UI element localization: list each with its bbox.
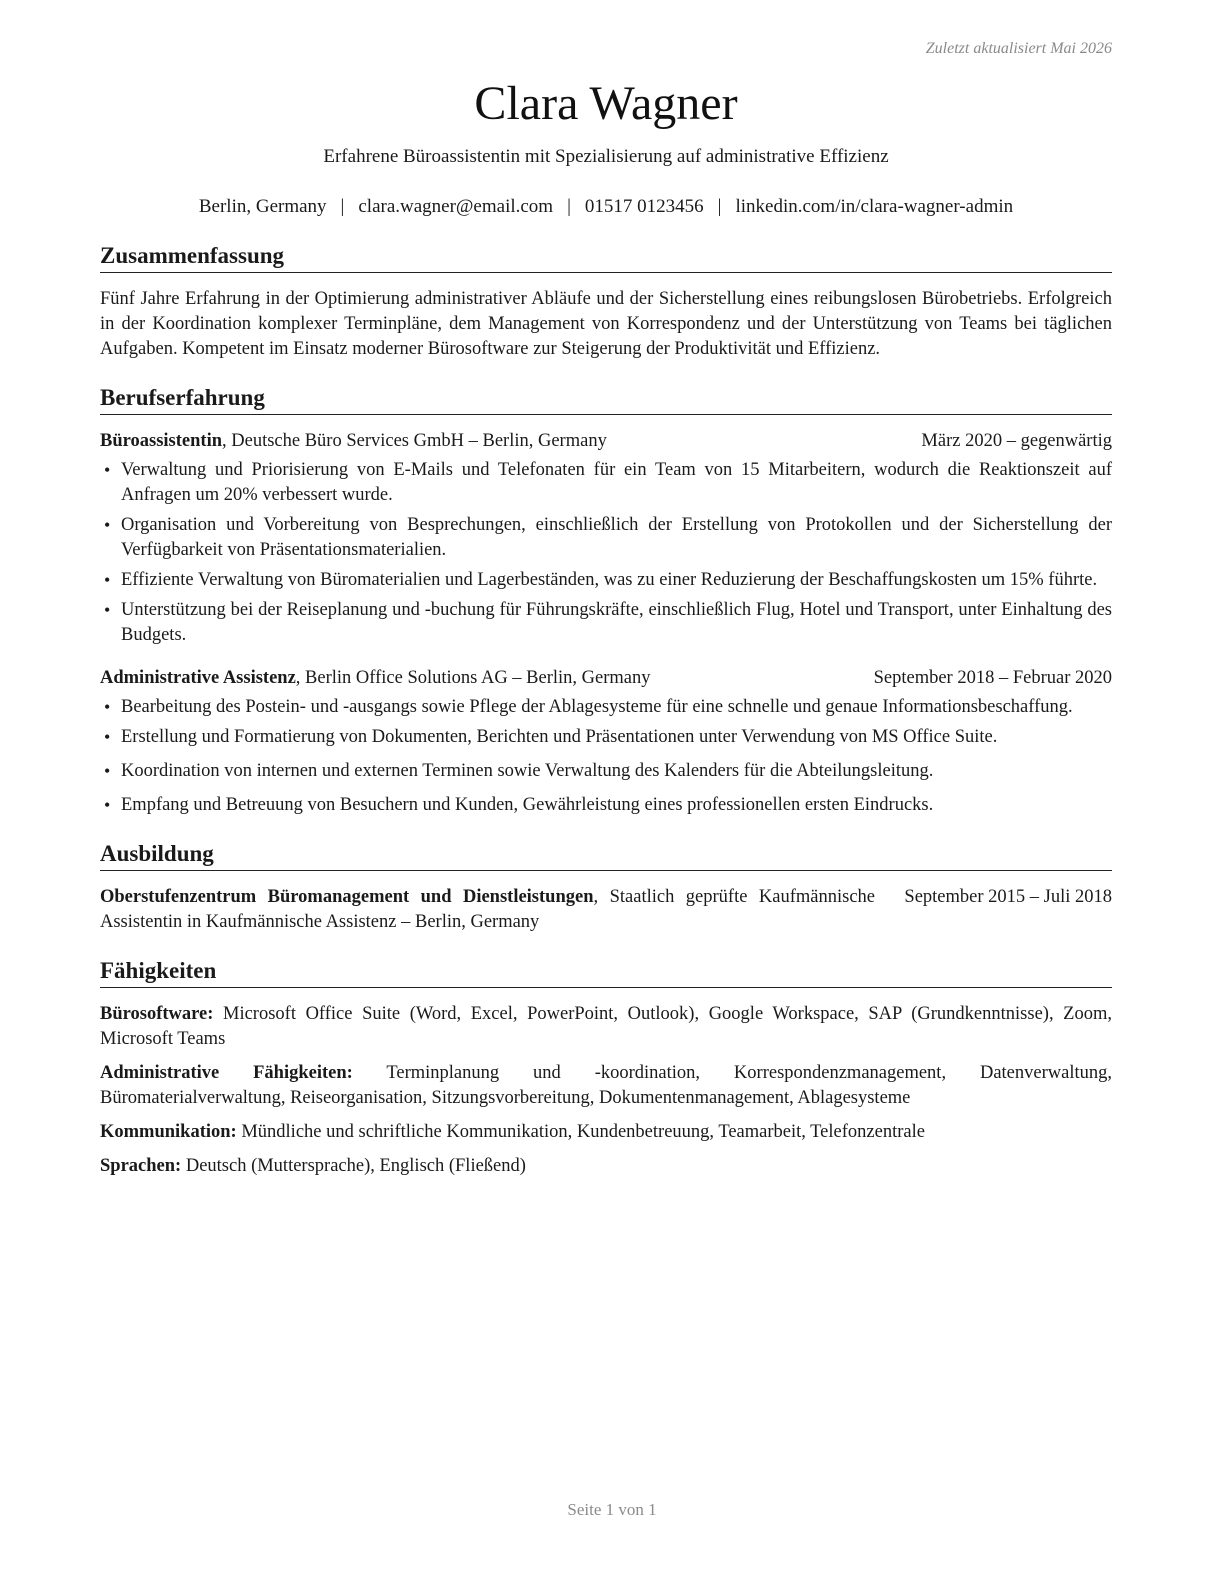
- bullet-icon: •: [104, 795, 111, 815]
- skill-text: Microsoft Office Suite (Word, Excel, PowerPoint, Outlook), Google Workspace, SAP (Grundkenntnisse), Zoom, Microsoft Teams: [100, 1004, 1112, 1049]
- tagline: Erfahrene Büroassistentin mit Spezialisierung auf administrative Effizienz: [323, 146, 889, 167]
- bullet-icon: •: [104, 727, 111, 747]
- job-title-line: [100, 429, 921, 454]
- bullet-text: Bearbeitung des Postein- und -ausgangs sowie Pflege der Ablagesysteme für eine schnelle und genaue Informationsbeschaffung.: [121, 697, 1073, 717]
- bullet-text: Erstellung und Formatierung von Dokumenten, Berichten und Präsentationen unter Verwendung von MS Office Suite.: [121, 727, 998, 747]
- education-school: Oberstufenzentrum Büromanagement und Dienstleistungen: [100, 887, 594, 907]
- list-item: [100, 598, 1112, 648]
- list-item: [100, 793, 1112, 818]
- skill-label: Kommunikation:: [100, 1122, 237, 1142]
- skill-label: Sprachen:: [100, 1156, 182, 1176]
- skill-label: Bürosoftware:: [100, 1004, 214, 1024]
- contact-phone[interactable]: 01517 0123456: [584, 196, 704, 217]
- job-role: Administrative Assistenz: [100, 668, 296, 688]
- skill-label: Administrative Fähigkeiten:: [100, 1063, 353, 1083]
- contact-separator: |: [567, 196, 571, 217]
- contact-email[interactable]: clara.wagner@email.com: [358, 196, 554, 217]
- job-entry: [100, 429, 1112, 648]
- bullet-text: Organisation und Vorbereitung von Besprechungen, einschließlich der Erstellung von Protokollen und der Sicherstellung der Verfügbarkeit von Präsentationsmaterialien.: [121, 515, 1112, 560]
- job-title-line: [100, 666, 874, 691]
- skill-row: [100, 1120, 1112, 1145]
- job-bullets: [100, 695, 1112, 818]
- bullet-text: Empfang und Betreuung von Besuchern und Kunden, Gewährleistung eines professionellen ersten Eindrucks.: [121, 795, 934, 815]
- list-item: [100, 568, 1112, 593]
- bullet-icon: •: [104, 570, 111, 590]
- bullet-icon: •: [104, 515, 111, 535]
- bullet-text: Unterstützung bei der Reiseplanung und -buchung für Führungskräfte, einschließlich Flug, Hotel und Transport, unter Einhaltung des Budgets.: [121, 600, 1112, 645]
- job-header: [100, 429, 1112, 454]
- contact-linkedin[interactable]: linkedin.com/in/clara-wagner-admin: [735, 196, 1014, 217]
- education-degree: , Staatlich geprüfte Kaufmännische Assistentin in Kaufmännische Assistenz – Berlin, Germany: [100, 887, 875, 932]
- section-title-summary: Zusammenfassung: [100, 242, 1112, 273]
- resume-page: [100, 40, 1112, 1179]
- last-updated: Zuletzt aktualisiert Mai 2026: [925, 40, 1112, 57]
- skill-row: [100, 1061, 1112, 1111]
- candidate-name: Clara Wagner: [474, 77, 738, 130]
- bullet-icon: •: [104, 600, 111, 620]
- section-title-skills: Fähigkeiten: [100, 957, 1112, 988]
- bullet-text: Effiziente Verwaltung von Büromaterialien und Lagerbeständen, was zu einer Reduzierung der Beschaffungskosten um 15% führte.: [121, 570, 1098, 590]
- bullet-text: Verwaltung und Priorisierung von E-Mails und Telefonaten für ein Team von 15 Mitarbeitern, wodurch die Reaktionszeit auf Anfragen um 20% verbessert wurde.: [121, 460, 1112, 505]
- contact-separator: |: [340, 196, 345, 217]
- list-item: [100, 695, 1112, 720]
- job-role: Büroassistentin: [100, 431, 222, 451]
- list-item: [100, 513, 1112, 563]
- section-title-education: Ausbildung: [100, 840, 1112, 871]
- list-item: [100, 458, 1112, 508]
- skill-text: Terminplanung und -koordination, Korrespondenzmanagement, Datenverwaltung, Büromaterialverwaltung, Reiseorganisation, Sitzungsvorbereitung, Dokumentenmanagement, Ablagesysteme: [100, 1063, 1112, 1108]
- contact-separator: |: [717, 196, 722, 217]
- education-entry: [100, 885, 1112, 935]
- bullet-text: Koordination von internen und externen Terminen sowie Verwaltung des Kalenders für die Abteilungsleitung.: [121, 761, 934, 781]
- education-dates: September 2015 – Juli 2018: [904, 887, 1112, 907]
- page-number: Seite 1 von 1: [567, 1500, 657, 1519]
- job-org: , Deutsche Büro Services GmbH – Berlin, Germany: [222, 431, 607, 451]
- skill-row: [100, 1154, 1112, 1179]
- job-org: , Berlin Office Solutions AG – Berlin, Germany: [295, 668, 651, 688]
- section-title-experience: Berufserfahrung: [100, 384, 1112, 415]
- bullet-icon: •: [104, 697, 111, 717]
- job-dates: September 2018 – Februar 2020: [873, 668, 1112, 688]
- skill-row: [100, 1002, 1112, 1052]
- job-entry: [100, 666, 1112, 818]
- contact-location: Berlin, Germany: [198, 196, 327, 217]
- list-item: [100, 725, 1112, 750]
- education-line: [100, 885, 875, 935]
- skill-text: Deutsch (Muttersprache), Englisch (Fließend): [181, 1156, 526, 1176]
- summary-text: Fünf Jahre Erfahrung in der Optimierung administrativer Abläufe und der Sicherstellung eines reibungslosen Bürobetriebs. Erfolgreich in der Koordination komplexer Terminpläne, dem Management von Korrespondenz und der Unterstützung von Teams bei täglichen Aufgaben. Kompetent im Einsatz moderner Bürosoftware zur Steigerung der Produktivität und Effizienz.: [100, 289, 1112, 359]
- job-bullets: [100, 458, 1112, 648]
- bullet-icon: •: [104, 460, 111, 480]
- skill-text: Mündliche und schriftliche Kommunikation, Kundenbetreuung, Teamarbeit, Telefonzentrale: [236, 1122, 925, 1142]
- job-dates: März 2020 – gegenwärtig: [921, 431, 1112, 451]
- job-header: [100, 666, 1112, 691]
- bullet-icon: •: [104, 761, 111, 781]
- list-item: [100, 759, 1112, 784]
- contact-line: [100, 194, 1112, 220]
